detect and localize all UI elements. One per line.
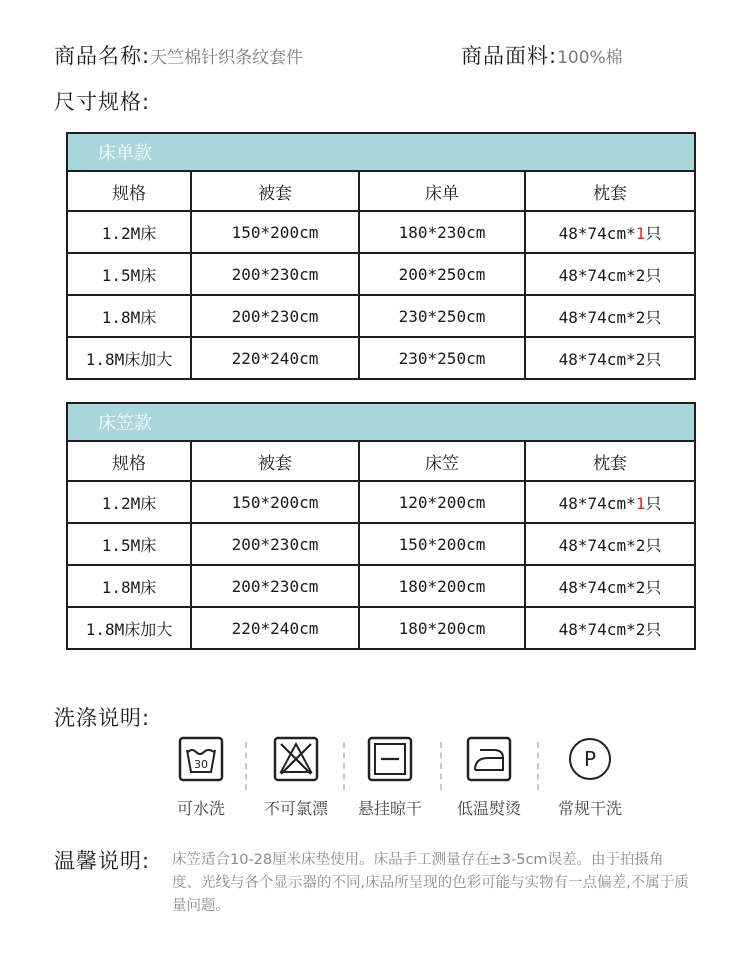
spec-cell: 1.8M床加大 (67, 607, 191, 649)
pillow-unit: 只 (645, 307, 662, 327)
column-header: 床单 (359, 171, 525, 211)
column-header: 枕套 (525, 441, 695, 481)
hang-dry-icon (367, 736, 413, 782)
table-row (67, 481, 695, 523)
product-fabric-value: 100%棉 (557, 48, 623, 68)
care-item-low-iron (439, 736, 539, 819)
fitted-sheet-cell: 150*200cm (359, 523, 525, 565)
pillow-unit: 只 (645, 493, 662, 513)
pillow-unit: 只 (645, 265, 662, 285)
pillow-size: 48*74cm* (558, 577, 636, 597)
column-header: 规格 (67, 441, 191, 481)
product-fabric-label: 商品面料: (461, 44, 558, 68)
wash-instructions-label: 洗涤说明: (54, 706, 151, 730)
care-item-hang-dry (340, 736, 440, 819)
table-row (67, 211, 695, 253)
duvet-cell: 200*230cm (191, 253, 359, 295)
pillow-size: 48*74cm* (558, 349, 636, 369)
duvet-cell: 150*200cm (191, 211, 359, 253)
spec-cell: 1.2M床 (67, 481, 191, 523)
care-caption: 可水洗 (176, 799, 225, 818)
pillow-cell (525, 523, 695, 565)
pillow-count: 2 (635, 265, 646, 285)
care-item-dry-clean (540, 736, 640, 819)
column-header: 被套 (191, 441, 359, 481)
product-fabric-row (461, 40, 623, 70)
care-item-washable (151, 736, 251, 819)
spec-cell: 1.8M床加大 (67, 337, 191, 379)
product-name-row (54, 40, 303, 70)
pillow-unit: 只 (645, 577, 662, 597)
pillow-unit: 只 (645, 349, 662, 369)
pillow-size: 48*74cm* (558, 307, 636, 327)
pillow-size: 48*74cm* (558, 223, 636, 243)
table-row (67, 295, 695, 337)
pillow-cell (525, 565, 695, 607)
notes-label: 温馨说明: (54, 849, 151, 873)
table-row (67, 565, 695, 607)
sheet-cell: 180*230cm (359, 211, 525, 253)
column-header: 床笠 (359, 441, 525, 481)
pillow-cell (525, 337, 695, 379)
column-header: 被套 (191, 171, 359, 211)
dry-clean-letter: P (583, 747, 597, 771)
low-iron-icon (466, 736, 512, 782)
duvet-cell: 150*200cm (191, 481, 359, 523)
pillow-cell (525, 481, 695, 523)
pillow-cell (525, 211, 695, 253)
pillow-unit: 只 (645, 619, 662, 639)
spec-cell: 1.5M床 (67, 523, 191, 565)
pillow-size: 48*74cm* (558, 265, 636, 285)
wash-temperature: 30 (194, 758, 208, 771)
product-name-value: 天竺棉针织条纹套件 (150, 48, 304, 68)
column-header: 枕套 (525, 171, 695, 211)
pillow-size: 48*74cm* (558, 619, 636, 639)
pillow-cell (525, 607, 695, 649)
table-row (67, 607, 695, 649)
care-caption: 低温熨烫 (456, 799, 521, 818)
fitted-sheet-size-table (66, 402, 696, 650)
pillow-count: 2 (635, 577, 646, 597)
spec-cell: 1.8M床 (67, 295, 191, 337)
sheet-cell: 230*250cm (359, 337, 525, 379)
table-title: 床笠款 (67, 403, 695, 441)
washtub-30-icon (178, 736, 224, 782)
pillow-size: 48*74cm* (558, 535, 636, 555)
care-caption: 不可氯漂 (263, 799, 328, 818)
dry-clean-p-icon (567, 736, 613, 782)
notes-text: 床笠适合10-28厘米床垫使用。床品手工测量存在±3-5cm误差。由于拍摄角度、光线与各个显示器的不同,床品所呈现的色彩可能与实物有一点偏差,不属于质量问题。 (172, 852, 689, 914)
spec-cell: 1.5M床 (67, 253, 191, 295)
table-row (67, 337, 695, 379)
care-caption: 悬挂晾干 (357, 799, 422, 818)
pillow-cell (525, 253, 695, 295)
table-row (67, 253, 695, 295)
table-title: 床单款 (67, 133, 695, 171)
pillow-count: 2 (635, 307, 646, 327)
pillow-unit: 只 (645, 535, 662, 555)
duvet-cell: 220*240cm (191, 337, 359, 379)
pillow-count: 1 (635, 493, 646, 513)
pillow-cell (525, 295, 695, 337)
fitted-sheet-cell: 180*200cm (359, 565, 525, 607)
fitted-sheet-cell: 120*200cm (359, 481, 525, 523)
spec-cell: 1.8M床 (67, 565, 191, 607)
pillow-unit: 只 (645, 223, 662, 243)
sheet-cell: 230*250cm (359, 295, 525, 337)
duvet-cell: 200*230cm (191, 565, 359, 607)
sheet-cell: 200*250cm (359, 253, 525, 295)
fitted-sheet-cell: 180*200cm (359, 607, 525, 649)
spec-cell: 1.2M床 (67, 211, 191, 253)
pillow-size: 48*74cm* (558, 493, 636, 513)
pillow-count: 2 (635, 535, 646, 555)
duvet-cell: 200*230cm (191, 295, 359, 337)
duvet-cell: 220*240cm (191, 607, 359, 649)
care-item-no-bleach (246, 736, 346, 819)
sheet-size-table (66, 132, 696, 380)
no-bleach-icon (273, 736, 319, 782)
table-row (67, 523, 695, 565)
pillow-count: 2 (635, 349, 646, 369)
product-name-label: 商品名称: (54, 44, 151, 68)
pillow-count: 2 (635, 619, 646, 639)
divider (537, 742, 539, 790)
size-spec-label: 尺寸规格: (54, 90, 151, 114)
duvet-cell: 200*230cm (191, 523, 359, 565)
pillow-count: 1 (635, 223, 646, 243)
care-caption: 常规干洗 (557, 799, 622, 818)
column-header: 规格 (67, 171, 191, 211)
